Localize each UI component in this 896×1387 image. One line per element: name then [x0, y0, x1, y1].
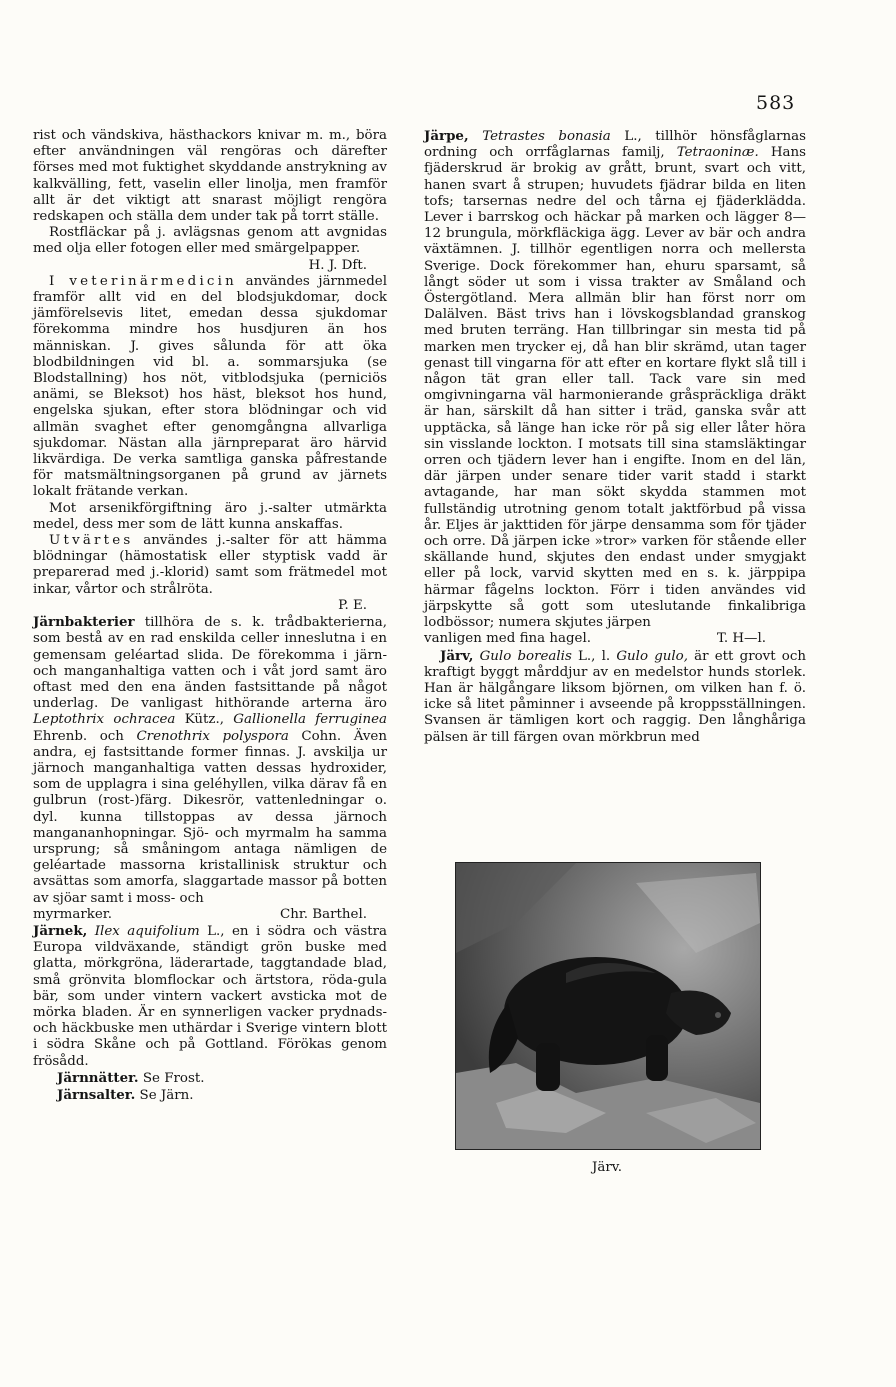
- headword: Järpe,: [424, 128, 469, 144]
- paragraph-veterinary: I veterinärmedicin användes järnmedel framför allt vid en del blodsjukdomar, dock jämförelsevis litet, emedan dessa sjukdomar förekomma mindre hos husdjuren än hos människan. J. gives sålunda för att öka blodbildningen vid bl. a. sommarsjuka (se Blodstallning) hos nöt, vitblodsjuka (perniciös anämi, se Bleksot) hos häst, bleksot hos hund, engelska sjukan, efter stora blödningar och vid allmän svaghet efter genomgångna allvarliga sjukdomar. Nästan alla järnpreparat äro härvid likvärdiga. De verka samtliga ganska påfrestande för matsmältningsorganen på grund av järnets lokalt frätande verkan.: [33, 273, 387, 500]
- author-signature: Chr. Barthel.: [279, 906, 367, 922]
- headword: Järv,: [440, 647, 474, 664]
- cross-reference: Järnsalter. Se Järn.: [57, 1086, 194, 1103]
- entry-end-line: vanligen med fina hagel. T. H—l.: [424, 631, 806, 647]
- headword: Järnek,: [33, 922, 88, 939]
- figure-caption: Järv.: [592, 1160, 622, 1175]
- cross-reference: Järnnätter. Se Frost.: [57, 1069, 205, 1086]
- spaced-lead: I veterinärmedicin: [49, 273, 237, 289]
- entry-end-line: myrmarker. Chr. Barthel.: [33, 907, 387, 923]
- wolverine-photo: [455, 862, 761, 1150]
- left-column: [33, 128, 387, 1104]
- wolverine-illustration: [456, 863, 760, 1149]
- right-column: [424, 128, 806, 746]
- spaced-lead: Utvärtes: [49, 533, 134, 549]
- headword: Järnnätter.: [57, 1069, 139, 1086]
- headword: Järnsalter.: [57, 1086, 136, 1103]
- entry-jarnek: Järnek, Ilex aquifolium L., en i södra och västra Europa vildväxande, ständigt grön buske med glatta, mörkgröna, läderartade, taggtandade blad, små grönvita blomflockar och ärtstora, röda-gula bär, som under vintern vackert avsticka mot de mörka bladen. Är en synnerligen vacker prydnads- och häckbuske men uthärdar i Sverige vintern blott i södra Skåne och på Gottland. Förökas genom frösådd.: [33, 922, 387, 1069]
- author-signature: H. J. Dft.: [308, 257, 367, 273]
- entry-jarnbakterier: Järnbakterier tillhöra de s. k. trådbakterierna, som bestå av en rad enskilda celler inneslutna i en gemensam geléartad slida. De förekomma i järn- och manganhaltiga vatten och i våt jord samt äro oftast med den ena änden fastsittande på något underlag. De vanligast hithörande arterna äro Leptothrix ochracea Kütz., Gallionella ferruginea Ehrenb. och Crenothrix polyspora Cohn. Även andra, ej fastsittande former finnas. J. avskilja ur järnoch manganhaltiga vatten dessas hydroxider, som de upplagra i sina geléhyllen, vilka därav få en gulbrun (rost-)färg. Dikesrör, vattenledningar o. dyl. kunna tillstoppas av dessa järnoch mangananhopningar. Sjö- och myrmalm ha samma ursprung; så småningom antaga nämligen de geléartade massorna kristallinisk struktur och avsättas som amorfa, slaggartade massor på botten av sjöar samt i moss- och: [33, 614, 387, 906]
- entry-jarpe: Järpe, Tetrastes bonasia L., tillhör hönsfåglarnas ordning och orrfåglarnas familj, Tetraoninæ. Hans fjäderskrud är brokig av grått, brunt, svart och vitt, hanen svart å strupen; huvudets fjädrar bilda en liten tofs; tarsernas nedre del och tårna ej fjäderklädda. Lever i barrskog och häckar på marken och lägger 8—12 brungula, mörkfläckiga ägg. Lever av bär och andra växtämnen. J. tillhör egentligen norra och mellersta Sverige. Dock förekommer han, ehuru sparsamt, så långt söder ut som i vissa trakter av Småland och Östergötland. Mera allmän blir han först norr om Dalälven. Bäst trivs han i lövskogsblandad granskog med bruten terräng. Han tillbringar sin mesta tid på marken men trycker ej, då han blir skrämd, utan tager genast till vingarna för att efter en kortare flykt slå till i någon tät gran eller tall. Tack vare sin med omgivningarna väl harmonierande gråspräckliga dräkt är han, särskilt då han sitter i träd, ganska svår att upptäcka, så länge han icke rör på sig eller låter höra sin visslande lockton. I motsats till sina stamsläktingar orren och tjädern lever han i engifte. Inom en del län, där järpen under senare tider varit stadd i starkt avtagande, har man sökt skydda stammen mot fullständig utrotning genom totalt jaktförbud på vissa år. Eljes är jakttiden för järpe densamma som för tjäder och orre. Då järpen icke »tror» varken för stående eller skällande hund, skjutes den endast under smygjakt eller på lock, varvid skytten med en s. k. järppipa härmar fågelns lockton. Förr i tiden användes vid järpskytte så gott som uteslutande finkalibriga lodbössor; numera skjutes järpen: [424, 128, 806, 631]
- paragraph-arsenic: Mot arsenikförgiftning äro j.-salter utmärkta medel, dess mer som de lätt kunna anskaffas.: [33, 500, 387, 532]
- author-signature: P. E.: [338, 597, 367, 613]
- headword: Järnbakterier: [33, 614, 135, 631]
- paragraph-rust-stains: Rostfläckar på j. avlägsnas genom att avgnidas med olja eller fotogen eller med smärgelpapper.: [33, 225, 387, 257]
- paragraph-external-use: Utvärtes användes j.-salter för att hämma blödningar (hämostatisk eller styptisk vadd är preparerad med j.-klorid) samt som frätmedel mot inkar, vårtor och strålröta.: [33, 533, 387, 597]
- entry-jarv: Järv, Gulo borealis L., l. Gulo gulo, är ett grovt och kraftigt byggt mårddjur av en medelstor hunds storlek. Han är hälgångare liksom björnen, om vilken han f. ö. icke så litet påminner i avseende på kroppsställningen. Svansen är tämligen kort och raggig. Den långhåriga pälsen är till färgen ovan mörkbrun med: [424, 647, 806, 745]
- paragraph-tools-care: rist och vändskiva, hästhackors knivar m. m., böra efter användningen väl rengöras och därefter förses med mot fuktighet skyddande anstrykning av kalkvälling, fett, vaselin eller linolja, men framför allt är det viktigt att snarast möjligt rengöra redskapen och ställa dem under tak på torrt ställe.: [33, 128, 387, 225]
- author-signature: T. H—l.: [716, 631, 766, 647]
- page-number: 583: [756, 92, 796, 114]
